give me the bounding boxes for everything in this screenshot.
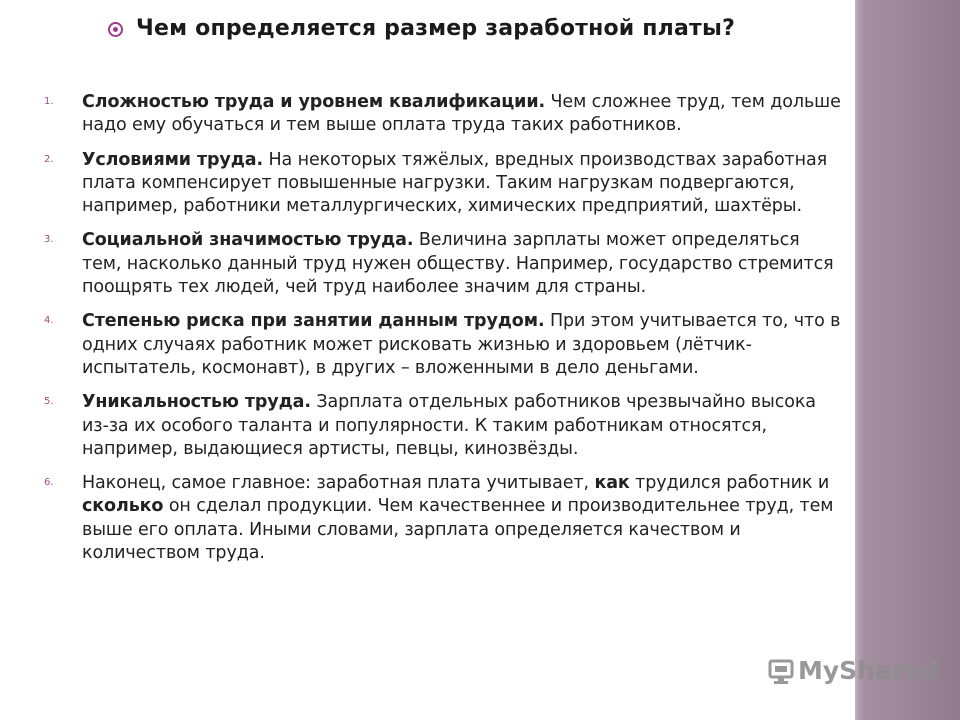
- list-item-body: На некоторых тяжёлых, вредных производствах заработная плата компенсирует повышенные нагрузки. Таким нагрузкам подвергаются, например, работники металлургических, химических предприятий, шахтёры.: [82, 149, 828, 217]
- list-item-body: трудился работник и: [629, 473, 830, 494]
- myshared-logo-icon: [768, 657, 794, 685]
- list-number: 1.: [44, 96, 54, 107]
- list-item: [44, 472, 844, 565]
- list-number: 3.: [44, 234, 54, 246]
- list-item-text: [82, 149, 844, 219]
- list-item-body: Зарплата отдельных работников чрезвычайно высока из-за их особого таланта и популярности. К таким работникам относятся, например, выдающиеся артисты, певцы, кинозвёзды.: [82, 392, 816, 459]
- list-item: [44, 310, 844, 380]
- factors-list: [44, 91, 844, 576]
- list-item-body: он сделал продукции. Чем качественнее и производительнее труд, тем выше его оплата. Иными словами, зарплата определяется качеством и количеством труда.: [82, 496, 834, 564]
- slide-title: Чем определяется размер заработной платы?: [136, 16, 736, 41]
- list-item-body: Наконец, самое главное: заработная плата учитывает,: [82, 473, 595, 494]
- list-item-body: Величина зарплаты может определяться тем, насколько данный труд нужен обществу. Например, государство стремится поощрять тех людей, чей труд наиболее значим для страны.: [82, 230, 834, 298]
- radio-bullet-icon: [108, 22, 123, 37]
- list-item-text: [82, 472, 844, 565]
- list-item-body: Чем сложнее труд, тем дольше надо ему обучаться и тем выше оплата труда таких работников.: [82, 92, 841, 136]
- list-item-heading: Сложностью труда и уровнем квалификации.: [82, 92, 546, 112]
- watermark-text: MyShared: [798, 656, 940, 685]
- list-item: [44, 391, 844, 461]
- list-number: 6.: [44, 477, 54, 489]
- list-item-emphasis: как: [594, 473, 630, 494]
- list-item-emphasis: сколько: [82, 496, 164, 517]
- list-item-text: [82, 310, 844, 380]
- list-item-heading: Условиями труда.: [82, 149, 264, 170]
- list-item-text: [82, 91, 844, 138]
- list-item-text: [82, 391, 844, 461]
- list-item-heading: Социальной значимостью труда.: [82, 230, 414, 251]
- decorative-side-band: [855, 0, 960, 720]
- list-item: [44, 91, 844, 138]
- list-item-body: При этом учитывается то, что в одних случаях работник может рисковать жизнью и здоровьем (лётчик-испытатель, космонавт), в других – вложенными в дело деньгами.: [82, 311, 841, 378]
- list-item: [44, 229, 844, 299]
- list-item: [44, 149, 844, 219]
- list-item-text: [82, 229, 844, 299]
- myshared-watermark: [768, 656, 939, 685]
- list-number: 4.: [44, 315, 54, 327]
- list-item-heading: Степенью риска при занятии данным трудом.: [82, 311, 545, 332]
- slide-title-row: [108, 16, 838, 41]
- list-number: 5.: [44, 396, 54, 408]
- list-number: 2.: [44, 153, 54, 165]
- list-item-heading: Уникальностью труда.: [82, 392, 311, 413]
